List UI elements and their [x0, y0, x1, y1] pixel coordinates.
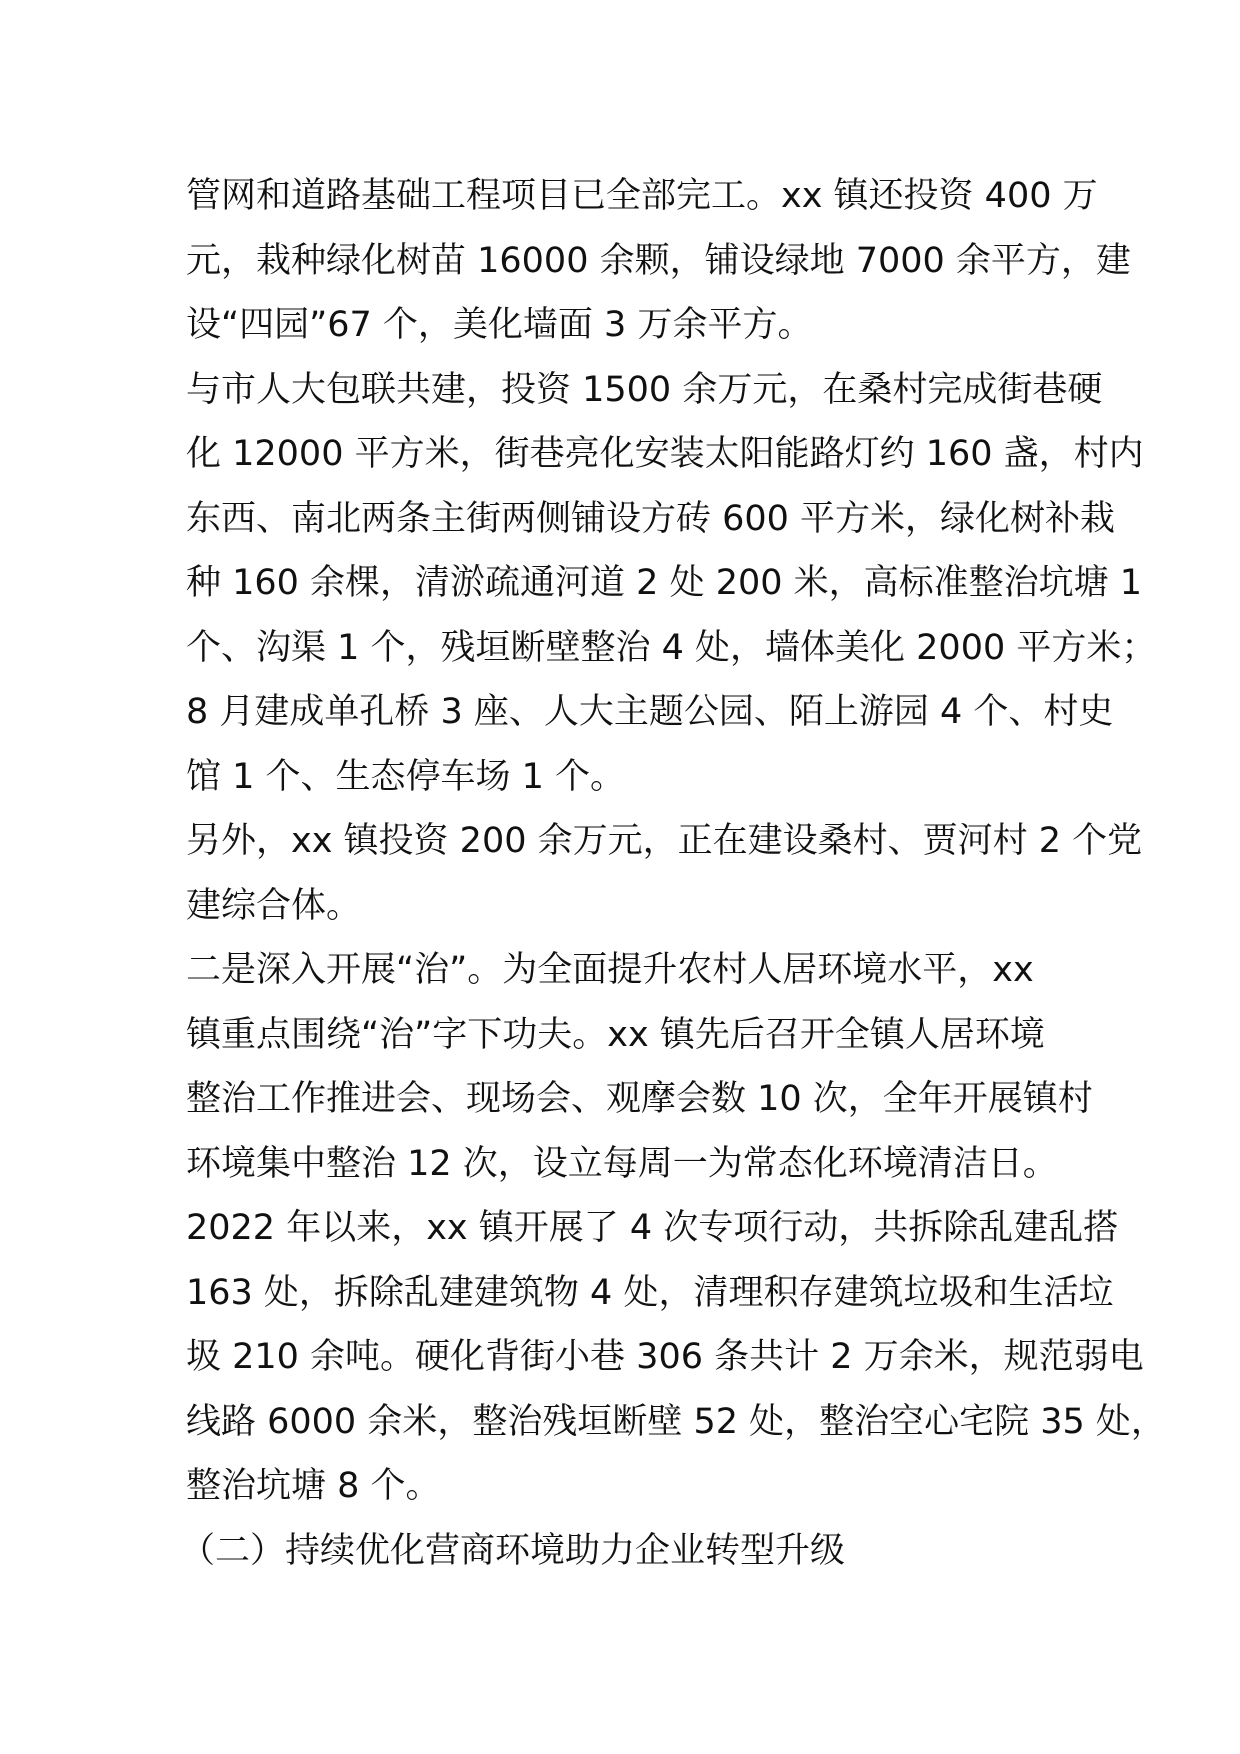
- paragraph-line: 163 处，拆除乱建建筑物 4 处，清理积存建筑垃圾和生活垃: [186, 1272, 1114, 1313]
- paragraph-5: [186, 1196, 1166, 1519]
- paragraph-line: 元，栽种绿化树苗 16000 余颗，铺设绿地 7000 余平方，建: [186, 240, 1131, 281]
- paragraph-3: [186, 809, 1143, 938]
- paragraph-1: [186, 164, 1131, 358]
- paragraph-line: 管网和道路基础工程项目已全部完工。xx 镇还投资 400 万: [186, 176, 1098, 216]
- document-body: [180, 164, 1166, 1583]
- paragraph-line: 建综合体。: [186, 885, 362, 926]
- paragraph-line: 二是深入开展“治”。为全面提升农村人居环境水平，xx: [186, 950, 1034, 990]
- paragraph-line: 镇重点围绕“治”字下功夫。xx 镇先后召开全镇人居环境: [186, 1014, 1045, 1055]
- paragraph-2: [186, 358, 1157, 810]
- paragraph-line: 设“四园”67 个，美化墙面 3 万余平方。: [186, 305, 813, 345]
- paragraph-line: 整治坑塘 8 个。: [186, 1466, 441, 1506]
- paragraph-line: 整治工作推进会、现场会、观摩会数 10 次，全年开展镇村: [186, 1079, 1093, 1119]
- paragraph-line: 与市人大包联共建，投资 1500 余万元，在桑村完成街巷硬: [186, 369, 1103, 410]
- paragraph-4: [186, 938, 1093, 1196]
- paragraph-line: 环境集中整治 12 次，设立每周一为常态化环境清洁日。: [186, 1143, 1058, 1184]
- paragraph-line: 另外，xx 镇投资 200 余万元，正在建设桑村、贾河村 2 个党: [186, 821, 1143, 861]
- paragraph-line: 馆 1 个、生态停车场 1 个。: [186, 756, 626, 797]
- paragraph-line: 东西、南北两条主街两侧铺设方砖 600 平方米，绿化树补栽: [186, 498, 1116, 539]
- paragraph-line: 个、沟渠 1 个，残垣断壁整治 4 处，墙体美化 2000 平方米；: [186, 627, 1157, 668]
- paragraph-line: 线路 6000 余米，整治残垣断壁 52 处，整治空心宅院 35 处，: [186, 1401, 1166, 1442]
- section-heading: （二）持续优化营商环境助力企业转型升级: [180, 1530, 846, 1571]
- paragraph-line: 化 12000 平方米，街巷亮化安装太阳能路灯约 160 盏，村内: [186, 434, 1144, 474]
- paragraph-line: 2022 年以来，xx 镇开展了 4 次专项行动，共拆除乱建乱搭: [186, 1208, 1119, 1248]
- paragraph-line: 种 160 余棵，清淤疏通河道 2 处 200 米，高标准整治坑塘 1: [186, 563, 1143, 603]
- paragraph-line: 8 月建成单孔桥 3 座、人大主题公园、陌上游园 4 个、村史: [186, 692, 1114, 732]
- paragraph-line: 圾 210 余吨。硬化背街小巷 306 条共计 2 万余米，规范弱电: [186, 1337, 1144, 1377]
